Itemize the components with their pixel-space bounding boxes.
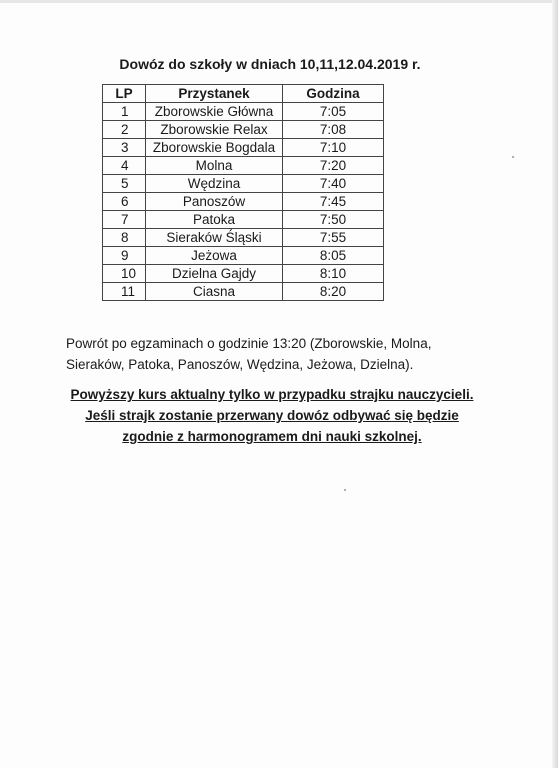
row-lp: 5 [103,175,146,193]
row-lp: 4 [103,157,146,175]
table-row [103,175,384,193]
row-time: 7:20 [283,157,384,175]
row-lp: 2 [103,121,146,139]
row-lp: 1 [103,103,146,121]
row-lp: 3 [103,139,146,157]
row-stop: Dzielna Gajdy [146,265,283,283]
table-row [103,139,384,157]
row-time: 7:45 [283,193,384,211]
header-time: Godzina [283,85,384,103]
row-stop: Jeżowa [146,247,283,265]
schedule-table [102,84,384,301]
row-stop: Ciasna [146,283,283,301]
table-row [103,157,384,175]
row-stop: Molna [146,157,283,175]
row-time: 7:05 [283,103,384,121]
page-edge-right [552,0,558,768]
row-time: 7:08 [283,121,384,139]
return-note: Powrót po egzaminach o godzinie 13:20 (Zborowskie, Molna, Sieraków, Patoka, Panoszów, Wędzina, Jeżowa, Dzielna). [66,336,432,372]
row-stop: Zborowskie Bogdala [146,139,283,157]
row-time: 8:20 [283,283,384,301]
row-stop: Sieraków Śląski [146,229,283,247]
table-row [103,247,384,265]
row-stop: Wędzina [146,175,283,193]
row-stop: Zborowskie Relax [146,121,283,139]
table-row [103,265,384,283]
table-row [103,211,384,229]
row-stop: Patoka [146,211,283,229]
row-time: 8:10 [283,265,384,283]
row-time: 7:55 [283,229,384,247]
row-lp: 11 [103,283,146,301]
header-stop: Przystanek [146,85,283,103]
table-row [103,193,384,211]
row-time: 7:50 [283,211,384,229]
row-stop: Panoszów [146,193,283,211]
table-row [103,121,384,139]
table-row [103,103,384,121]
document-title: Dowóz do szkoły w dniach 10,11,12.04.2019 r. [119,56,421,72]
table-row [103,283,384,301]
page-edge-top [0,0,558,3]
row-lp: 10 [103,265,146,283]
row-lp: 7 [103,211,146,229]
table-header-row [103,85,384,103]
row-stop: Zborowskie Główna [146,103,283,121]
scan-speck [344,489,346,491]
scan-speck [512,156,514,158]
header-lp: LP [103,85,146,103]
strike-notice: Powyższy kurs aktualny tylko w przypadku strajku nauczycieli. Jeśli strajk zostanie przerwany dowóz odbywać się będzie zgodnie z harmonogramem dni nauki szkolnej. [70,387,474,444]
row-lp: 6 [103,193,146,211]
row-lp: 8 [103,229,146,247]
row-time: 8:05 [283,247,384,265]
table-row [103,229,384,247]
row-time: 7:10 [283,139,384,157]
row-time: 7:40 [283,175,384,193]
row-lp: 9 [103,247,146,265]
